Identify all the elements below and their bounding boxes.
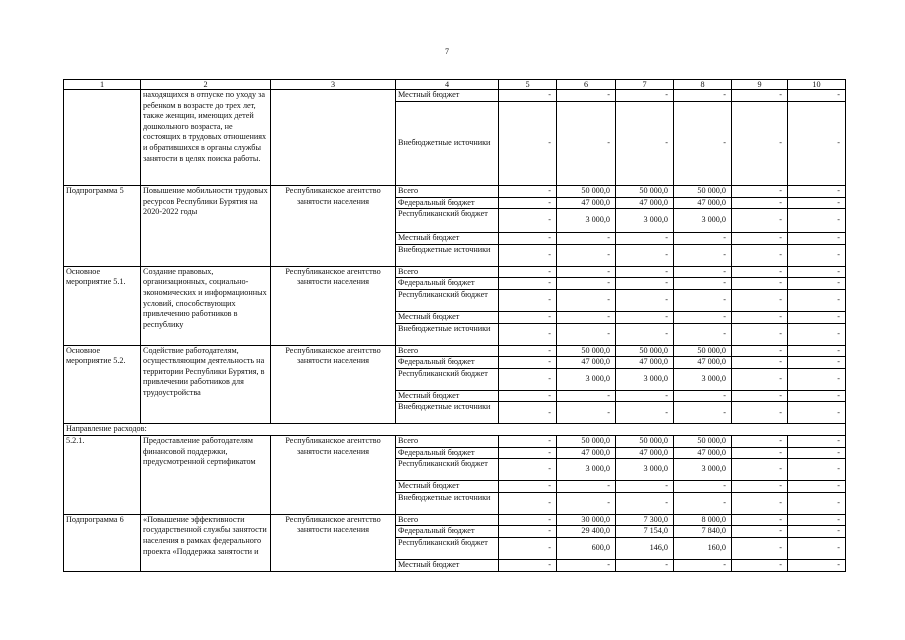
value-cell: - bbox=[557, 90, 616, 102]
executor-cell: Республиканское агентство занятости населения bbox=[271, 186, 396, 267]
value-cell: 47 000,0 bbox=[674, 357, 732, 369]
value-cell: - bbox=[499, 357, 557, 369]
value-cell: - bbox=[732, 459, 788, 481]
executor-cell bbox=[271, 90, 396, 186]
value-cell: 50 000,0 bbox=[616, 186, 674, 198]
table-row bbox=[64, 186, 846, 198]
value-cell: - bbox=[732, 435, 788, 447]
table-row bbox=[64, 90, 846, 102]
value-cell: - bbox=[732, 186, 788, 198]
value-cell: - bbox=[732, 447, 788, 459]
value-cell: 50 000,0 bbox=[674, 345, 732, 357]
value-cell: - bbox=[788, 481, 846, 493]
value-cell: - bbox=[674, 481, 732, 493]
source-label: Местный бюджет bbox=[396, 481, 499, 493]
value-cell: - bbox=[499, 447, 557, 459]
value-cell: 47 000,0 bbox=[557, 447, 616, 459]
value-cell: - bbox=[788, 345, 846, 357]
value-cell: - bbox=[616, 233, 674, 245]
value-cell: - bbox=[557, 323, 616, 345]
value-cell: - bbox=[674, 102, 732, 186]
value-cell: - bbox=[788, 323, 846, 345]
value-cell: - bbox=[674, 492, 732, 514]
code-cell: Основное мероприятие 5.2. bbox=[64, 345, 141, 424]
value-cell: - bbox=[732, 390, 788, 402]
value-cell: 47 000,0 bbox=[557, 197, 616, 209]
value-cell: - bbox=[499, 559, 557, 571]
value-cell: - bbox=[788, 197, 846, 209]
value-cell: 47 000,0 bbox=[674, 197, 732, 209]
value-cell: - bbox=[788, 357, 846, 369]
value-cell: - bbox=[557, 390, 616, 402]
value-cell: 50 000,0 bbox=[674, 435, 732, 447]
source-label: Местный бюджет bbox=[396, 390, 499, 402]
value-cell: - bbox=[788, 186, 846, 198]
value-cell: - bbox=[499, 90, 557, 102]
value-cell: - bbox=[557, 244, 616, 266]
value-cell: 50 000,0 bbox=[616, 345, 674, 357]
value-cell: 3 000,0 bbox=[557, 209, 616, 233]
source-label: Местный бюджет bbox=[396, 90, 499, 102]
value-cell: 47 000,0 bbox=[674, 447, 732, 459]
value-cell: - bbox=[499, 435, 557, 447]
name-cell: Содействие работодателям, осуществляющим деятельность на территории Республики Бурятия, в привлечении работников для трудоустройства bbox=[141, 345, 271, 424]
value-cell: - bbox=[732, 345, 788, 357]
source-label: Федеральный бюджет bbox=[396, 447, 499, 459]
value-cell: - bbox=[616, 289, 674, 311]
value-cell: - bbox=[499, 323, 557, 345]
value-cell: - bbox=[674, 266, 732, 278]
value-cell: 50 000,0 bbox=[557, 345, 616, 357]
source-label: Республиканский бюджет bbox=[396, 209, 499, 233]
value-cell: - bbox=[499, 266, 557, 278]
value-cell: - bbox=[788, 233, 846, 245]
code-cell: Основное мероприятие 5.1. bbox=[64, 266, 141, 345]
value-cell: - bbox=[732, 402, 788, 424]
value-cell: - bbox=[674, 402, 732, 424]
col-header: 5 bbox=[499, 80, 557, 90]
source-label: Республиканский бюджет bbox=[396, 289, 499, 311]
name-cell: Предоставление работодателям финансовой поддержки, предусмотренной сертификатом bbox=[141, 435, 271, 514]
value-cell: - bbox=[616, 492, 674, 514]
value-cell: - bbox=[557, 402, 616, 424]
value-cell: 3 000,0 bbox=[557, 459, 616, 481]
value-cell: - bbox=[732, 526, 788, 538]
table-row bbox=[64, 435, 846, 447]
value-cell: - bbox=[499, 481, 557, 493]
value-cell: - bbox=[499, 311, 557, 323]
value-cell: - bbox=[499, 278, 557, 290]
value-cell: 146,0 bbox=[616, 537, 674, 559]
value-cell: - bbox=[732, 311, 788, 323]
table-row bbox=[64, 514, 846, 526]
value-cell: - bbox=[557, 233, 616, 245]
executor-cell: Республиканское агентство занятости населения bbox=[271, 345, 396, 424]
value-cell: - bbox=[674, 323, 732, 345]
value-cell: - bbox=[788, 390, 846, 402]
value-cell: - bbox=[732, 102, 788, 186]
value-cell: - bbox=[788, 278, 846, 290]
value-cell: - bbox=[674, 90, 732, 102]
source-label: Федеральный бюджет bbox=[396, 357, 499, 369]
value-cell: - bbox=[499, 345, 557, 357]
value-cell: 50 000,0 bbox=[557, 435, 616, 447]
value-cell: - bbox=[499, 244, 557, 266]
value-cell: 8 000,0 bbox=[674, 514, 732, 526]
value-cell: - bbox=[616, 559, 674, 571]
value-cell: - bbox=[499, 368, 557, 390]
value-cell: - bbox=[732, 209, 788, 233]
value-cell: 47 000,0 bbox=[616, 357, 674, 369]
name-cell: Повышение мобильности трудовых ресурсов Республики Бурятия на 2020-2022 годы bbox=[141, 186, 271, 267]
value-cell: 600,0 bbox=[557, 537, 616, 559]
source-label: Всего bbox=[396, 435, 499, 447]
header-row bbox=[64, 80, 846, 90]
value-cell: - bbox=[616, 402, 674, 424]
value-cell: - bbox=[616, 244, 674, 266]
value-cell: - bbox=[788, 102, 846, 186]
value-cell: - bbox=[499, 186, 557, 198]
value-cell: - bbox=[499, 526, 557, 538]
source-label: Федеральный бюджет bbox=[396, 526, 499, 538]
value-cell: - bbox=[499, 197, 557, 209]
value-cell: 29 400,0 bbox=[557, 526, 616, 538]
source-label: Внебюджетные источники bbox=[396, 244, 499, 266]
source-label: Республиканский бюджет bbox=[396, 537, 499, 559]
source-label: Местный бюджет bbox=[396, 311, 499, 323]
source-label: Внебюджетные источники bbox=[396, 492, 499, 514]
value-cell: - bbox=[788, 266, 846, 278]
value-cell: - bbox=[557, 289, 616, 311]
value-cell: - bbox=[499, 102, 557, 186]
value-cell: 47 000,0 bbox=[616, 447, 674, 459]
table-row bbox=[64, 345, 846, 357]
value-cell: - bbox=[557, 266, 616, 278]
value-cell: - bbox=[732, 357, 788, 369]
code-cell bbox=[64, 90, 141, 186]
value-cell: - bbox=[732, 197, 788, 209]
col-header: 6 bbox=[557, 80, 616, 90]
col-header: 9 bbox=[732, 80, 788, 90]
value-cell: - bbox=[616, 481, 674, 493]
value-cell: - bbox=[557, 102, 616, 186]
source-label: Внебюджетные источники bbox=[396, 402, 499, 424]
value-cell: 50 000,0 bbox=[674, 186, 732, 198]
value-cell: - bbox=[616, 390, 674, 402]
value-cell: - bbox=[788, 244, 846, 266]
col-header: 8 bbox=[674, 80, 732, 90]
value-cell: - bbox=[732, 492, 788, 514]
value-cell: - bbox=[674, 244, 732, 266]
value-cell: - bbox=[616, 102, 674, 186]
value-cell: - bbox=[788, 459, 846, 481]
value-cell: - bbox=[499, 289, 557, 311]
value-cell: - bbox=[557, 311, 616, 323]
executor-cell: Республиканское агентство занятости населения bbox=[271, 514, 396, 571]
value-cell: - bbox=[732, 537, 788, 559]
budget-table bbox=[63, 79, 846, 572]
value-cell: 3 000,0 bbox=[674, 368, 732, 390]
value-cell: - bbox=[732, 244, 788, 266]
value-cell: 3 000,0 bbox=[557, 368, 616, 390]
value-cell: - bbox=[732, 514, 788, 526]
value-cell: 3 000,0 bbox=[616, 459, 674, 481]
section-label: Направление расходов: bbox=[64, 424, 846, 436]
executor-cell: Республиканское агентство занятости населения bbox=[271, 266, 396, 345]
value-cell: - bbox=[788, 209, 846, 233]
value-cell: 160,0 bbox=[674, 537, 732, 559]
value-cell: - bbox=[499, 233, 557, 245]
code-cell: Подпрограмма 5 bbox=[64, 186, 141, 267]
source-label: Местный бюджет bbox=[396, 559, 499, 571]
value-cell: - bbox=[499, 514, 557, 526]
table-row bbox=[64, 266, 846, 278]
value-cell: - bbox=[788, 90, 846, 102]
value-cell: 7 154,0 bbox=[616, 526, 674, 538]
value-cell: - bbox=[732, 323, 788, 345]
value-cell: 47 000,0 bbox=[557, 357, 616, 369]
page-number: 7 bbox=[445, 47, 449, 56]
value-cell: - bbox=[616, 90, 674, 102]
value-cell: - bbox=[616, 278, 674, 290]
name-cell: находящихся в отпуске по уходу за ребенком в возрасте до трех лет, также женщин, имеющих детей дошкольного возраста, не состоящих в трудовых отношениях и обратившихся в органы службы занятости в целях поиска работы. bbox=[141, 90, 271, 186]
section-row bbox=[64, 424, 846, 436]
source-label: Республиканский бюджет bbox=[396, 459, 499, 481]
value-cell: 7 840,0 bbox=[674, 526, 732, 538]
value-cell: - bbox=[499, 402, 557, 424]
value-cell: - bbox=[732, 90, 788, 102]
value-cell: - bbox=[499, 537, 557, 559]
source-label: Федеральный бюджет bbox=[396, 278, 499, 290]
value-cell: - bbox=[732, 289, 788, 311]
value-cell: - bbox=[788, 447, 846, 459]
value-cell: 3 000,0 bbox=[674, 459, 732, 481]
source-label: Федеральный бюджет bbox=[396, 197, 499, 209]
value-cell: - bbox=[616, 266, 674, 278]
value-cell: - bbox=[732, 278, 788, 290]
source-label: Внебюджетные источники bbox=[396, 102, 499, 186]
value-cell: - bbox=[674, 559, 732, 571]
value-cell: - bbox=[557, 481, 616, 493]
value-cell: - bbox=[788, 435, 846, 447]
source-label: Всего bbox=[396, 345, 499, 357]
value-cell: - bbox=[674, 233, 732, 245]
col-header: 4 bbox=[396, 80, 499, 90]
value-cell: - bbox=[732, 233, 788, 245]
value-cell: 47 000,0 bbox=[616, 197, 674, 209]
source-label: Всего bbox=[396, 514, 499, 526]
value-cell: - bbox=[499, 390, 557, 402]
value-cell: - bbox=[557, 492, 616, 514]
value-cell: - bbox=[616, 311, 674, 323]
value-cell: - bbox=[788, 492, 846, 514]
col-header: 1 bbox=[64, 80, 141, 90]
value-cell: - bbox=[674, 311, 732, 323]
value-cell: 3 000,0 bbox=[616, 368, 674, 390]
code-cell: 5.2.1. bbox=[64, 435, 141, 514]
value-cell: - bbox=[674, 278, 732, 290]
value-cell: - bbox=[557, 559, 616, 571]
value-cell: - bbox=[674, 390, 732, 402]
value-cell: - bbox=[732, 368, 788, 390]
value-cell: - bbox=[788, 311, 846, 323]
name-cell: Создание правовых, организационных, социально-экономических и информационных условий, способствующих привлечению работников в республику bbox=[141, 266, 271, 345]
source-label: Республиканский бюджет bbox=[396, 368, 499, 390]
value-cell: - bbox=[788, 289, 846, 311]
value-cell: - bbox=[788, 514, 846, 526]
name-cell: «Повышение эффективности государственной службы занятости населения в рамках федерального проекта «Поддержка занятости и bbox=[141, 514, 271, 571]
value-cell: 50 000,0 bbox=[616, 435, 674, 447]
executor-cell: Республиканское агентство занятости населения bbox=[271, 435, 396, 514]
source-label: Всего bbox=[396, 266, 499, 278]
value-cell: - bbox=[732, 266, 788, 278]
value-cell: - bbox=[788, 368, 846, 390]
value-cell: - bbox=[499, 459, 557, 481]
col-header: 2 bbox=[141, 80, 271, 90]
value-cell: 7 300,0 bbox=[616, 514, 674, 526]
value-cell: - bbox=[674, 289, 732, 311]
source-label: Местный бюджет bbox=[396, 233, 499, 245]
value-cell: - bbox=[557, 278, 616, 290]
source-label: Внебюджетные источники bbox=[396, 323, 499, 345]
code-cell: Подпрограмма 6 bbox=[64, 514, 141, 571]
value-cell: - bbox=[788, 526, 846, 538]
col-header: 10 bbox=[788, 80, 846, 90]
value-cell: - bbox=[788, 402, 846, 424]
value-cell: - bbox=[732, 481, 788, 493]
value-cell: - bbox=[732, 559, 788, 571]
value-cell: 30 000,0 bbox=[557, 514, 616, 526]
source-label: Всего bbox=[396, 186, 499, 198]
value-cell: 3 000,0 bbox=[674, 209, 732, 233]
col-header: 3 bbox=[271, 80, 396, 90]
value-cell: - bbox=[788, 559, 846, 571]
col-header: 7 bbox=[616, 80, 674, 90]
value-cell: - bbox=[499, 209, 557, 233]
value-cell: 3 000,0 bbox=[616, 209, 674, 233]
value-cell: - bbox=[788, 537, 846, 559]
value-cell: - bbox=[499, 492, 557, 514]
value-cell: - bbox=[616, 323, 674, 345]
value-cell: 50 000,0 bbox=[557, 186, 616, 198]
